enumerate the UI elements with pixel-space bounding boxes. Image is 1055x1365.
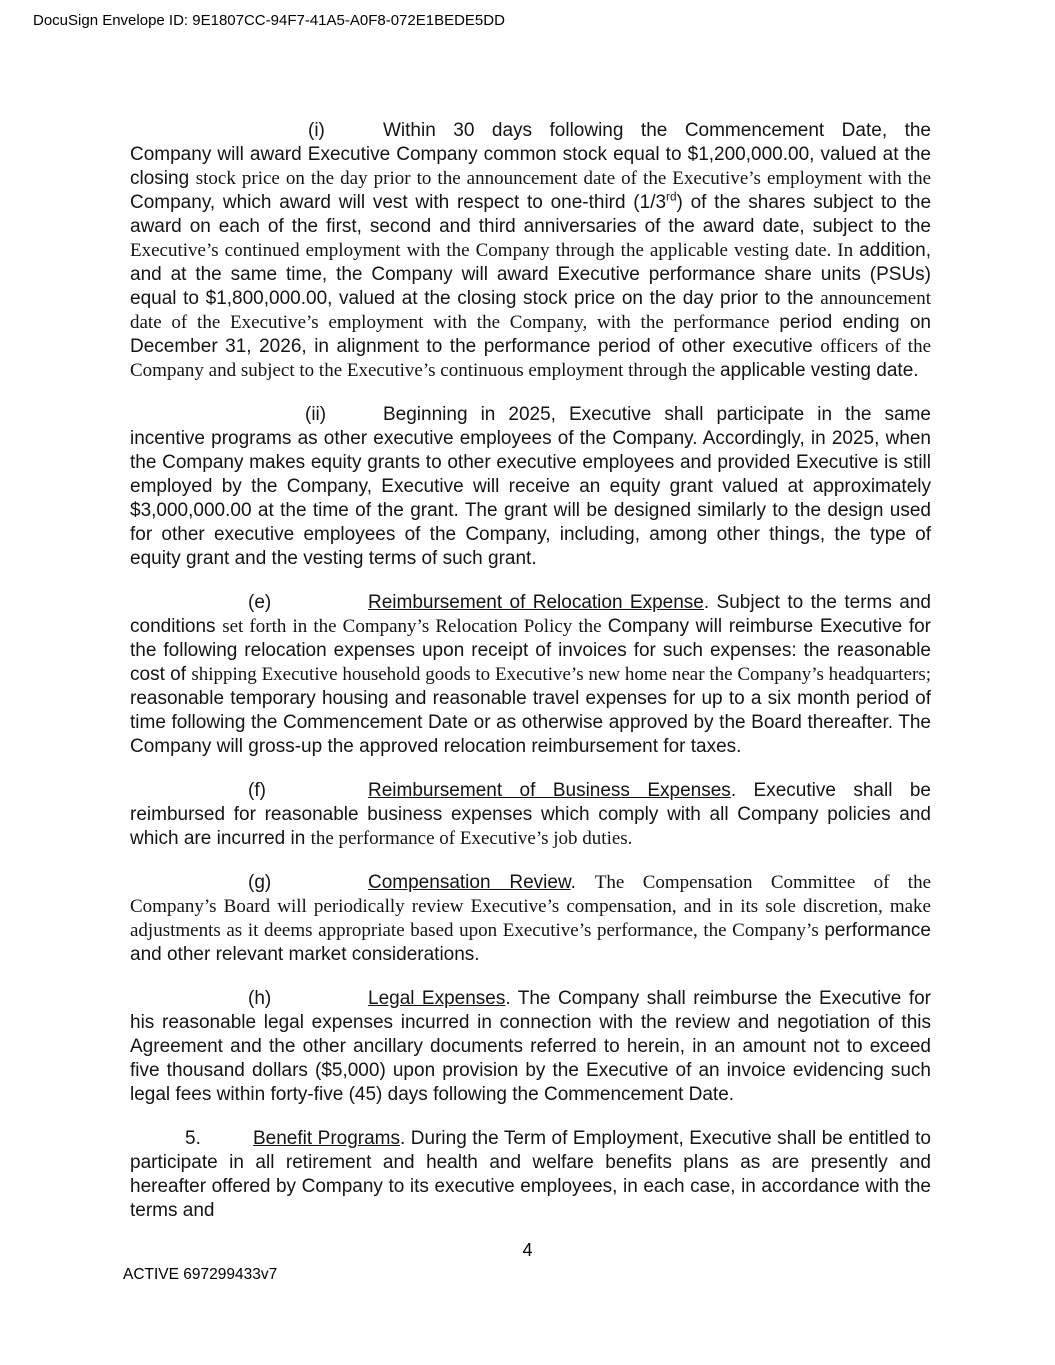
text-segment: . Executive shall be reimbursed for reasonable business expenses which comply with all Company policies and which are incurred in [130,780,931,849]
text-segment: period ending on December 31, 2026, in alignment to the performance period of other executive [130,312,931,357]
paragraph-i [130,119,931,383]
paragraph-label: (e) [248,592,272,613]
paragraph-label: (i) [308,120,325,141]
document-version-id: ACTIVE 697299433v7 [123,1266,278,1283]
text-segment: rd [666,190,677,204]
page-number: 4 [522,1240,533,1260]
paragraph-label: (ii) [305,404,327,425]
text-segment: The Compensation Committee of the Company’s Board will periodically review Executive’s compensation, and in its sole discretion, make adjustments as it deems appropriate based upon Executive’s performance, the Company’s [130,872,932,941]
text-segment: the performance of Executive’s job duties. [310,828,633,849]
text-segment: shipping Executive household goods to Executive’s new home near the Company’s headquarters; [191,664,931,685]
text-segment: addition, and at the same time, the Company will award Executive performance share units (PSUs) equal to $1,800,000.00, valued at the closing stock price on the day prior to the [130,240,931,309]
docusign-envelope-id: DocuSign Envelope ID: 9E1807CC-94F7-41A5-A0F8-072E1BEDE5DD [33,12,505,29]
text-segment: . Subject to the terms and conditions [130,592,931,637]
text-segment: Company will reimburse Executive for the following relocation expenses upon receipt of invoices for such expenses: the reasonable cost of [130,616,931,685]
section-heading: Benefit Programs [253,1128,401,1149]
paragraph-f [130,779,931,851]
section-heading: Reimbursement of Business Expenses [368,780,731,801]
text-segment: announcement date of the Executive’s employment with the Company, with the performance [130,288,931,333]
section-heading: Compensation Review [368,872,571,893]
paragraph-label: 5. [185,1128,201,1149]
text-segment: Company, which award will vest with respect to one-third (1/3 [130,192,667,213]
text-segment: . The Company shall reimburse the Executive for his reasonable legal expenses incurred in connection with the review and negotiation of this Agreement and the other ancillary documents referred to herein, in an amount not to exceed five thousand dollars ($5,000) upon provision by the Executive of an invoice evidencing such legal fees within forty-five (45) days following the Commencement Date. [130,988,931,1105]
paragraph-h [130,987,931,1107]
paragraph-5 [130,1127,931,1223]
text-segment: Within 30 days following the Commencement Date, the Company will award Executive Company common stock equal to $1,200,000.00, valued at the closing [130,120,931,189]
text-segment: officers of the Company and subject to the Executive’s continuous employment through the [130,336,931,381]
paragraph-g [130,871,931,967]
text-segment: Beginning in 2025, Executive shall participate in the same incentive programs as other executive employees of the Company. Accordingly, in 2025, when the Company makes equity grants to other executive employees and provided Executive is still employed by the Company, Executive will receive an equity grant valued at approximately $3,000,000.00 at the time of the grant. The grant will be designed similarly to the design used for other executive employees of the Company, including, among other things, the type of equity grant and the vesting terms of such grant. [130,404,931,569]
paragraph-label: (f) [248,780,266,801]
paragraph-label: (g) [248,872,272,893]
section-heading: Legal Expenses [368,988,506,1009]
text-segment: stock price on the day prior to the announcement date of the Executive’s employment with the [195,168,932,189]
text-segment: . During the Term of Employment, Executive shall be entitled to participate in all retirement and health and welfare benefits plans as are presently and hereafter offered by Company to its executive employees, in each case, in accordance with the terms and [130,1128,931,1221]
text-segment: reasonable temporary housing and reasonable travel expenses for up to a six month period of time following the Commencement Date or as otherwise approved by the Board thereafter. The Company will gross-up the approved relocation reimbursement for taxes. [130,688,931,757]
document-body [130,119,931,1243]
text-segment: . [570,872,595,893]
text-segment: Executive’s continued employment with the Company through the applicable vesting date. In [130,240,860,261]
text-segment: set forth in the Company’s Relocation Policy the [222,616,608,637]
paragraph-label: (h) [248,988,272,1009]
paragraph-ii [130,403,931,571]
section-heading: Reimbursement of Relocation Expense [368,592,704,613]
text-segment: ) of the shares subject to the award on each of the first, second and third anniversaries of the award date, subject to the [130,192,932,237]
text-segment: performance and other relevant market considerations. [130,920,931,965]
text-segment: applicable vesting date. [719,360,919,381]
paragraph-e [130,591,931,759]
